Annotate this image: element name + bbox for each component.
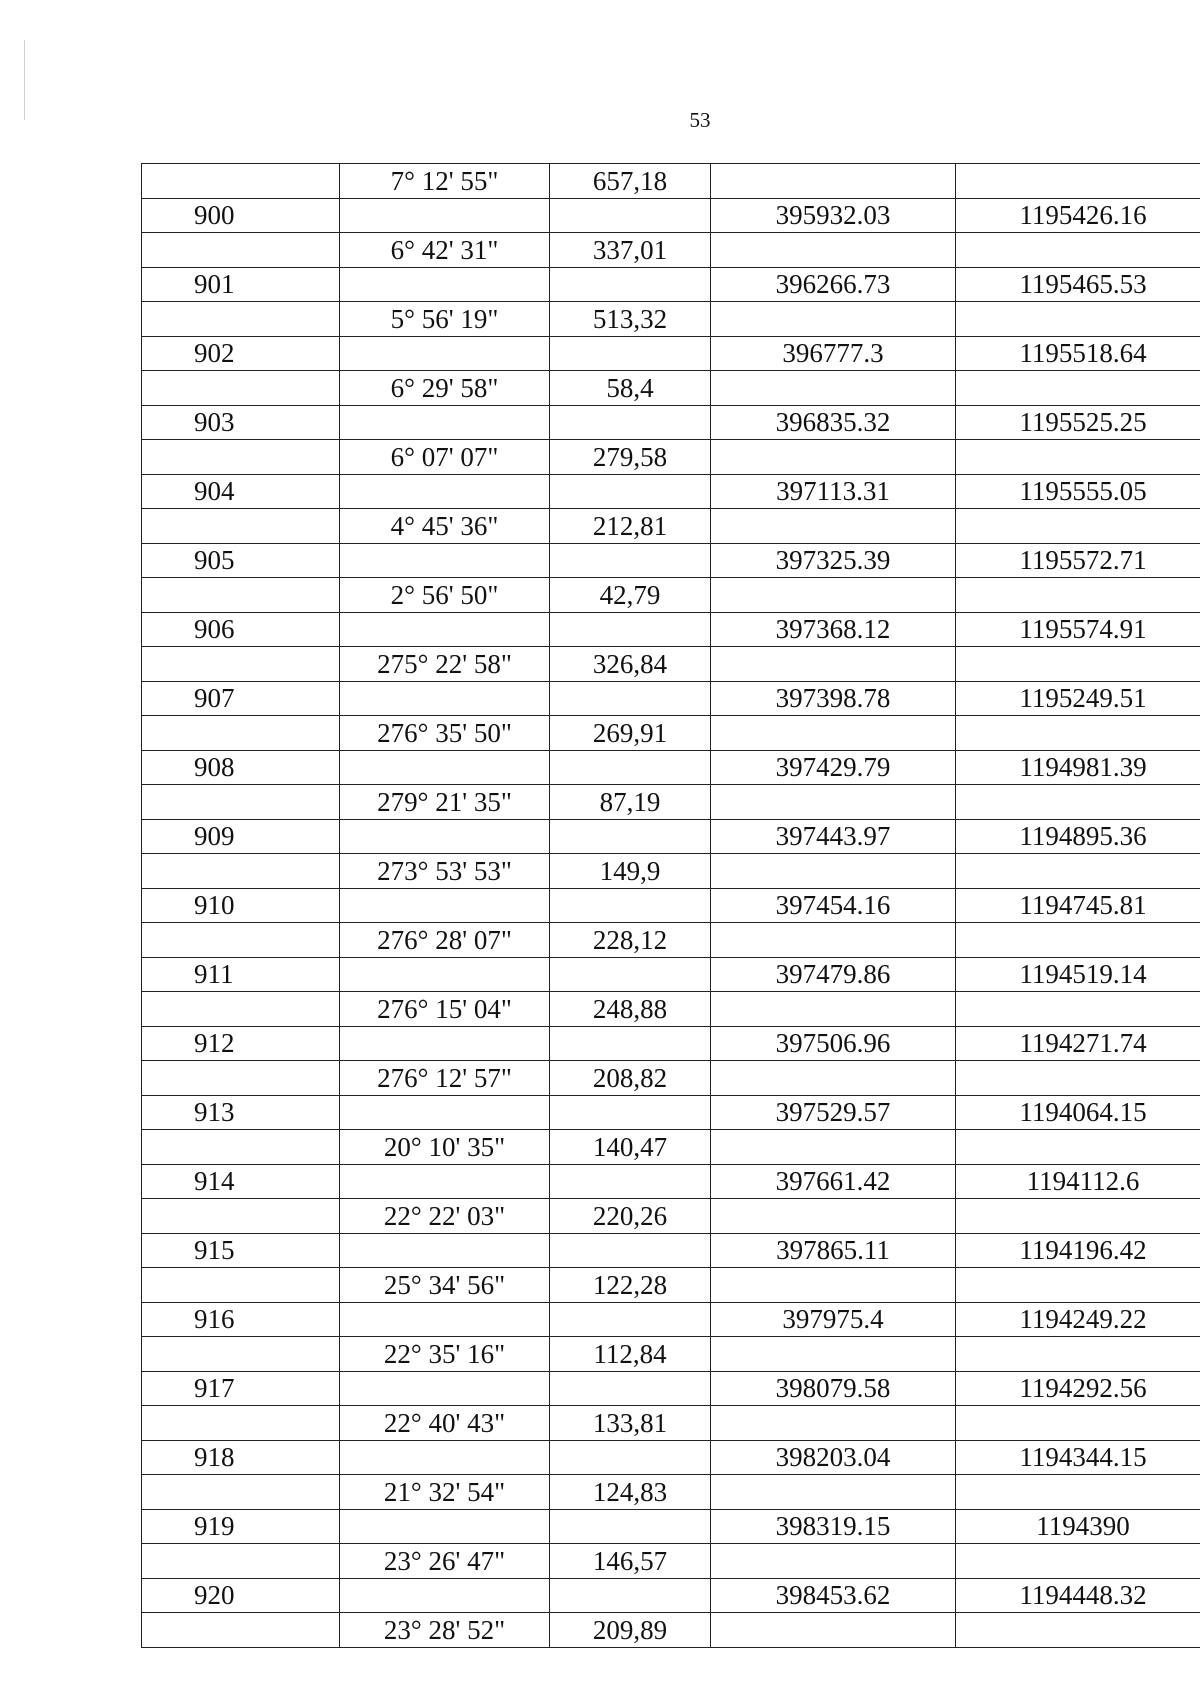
point-number-cell: 904 — [142, 475, 340, 509]
distance-cell: 220,26 — [550, 1199, 711, 1234]
direction-angle-cell: 5° 56' 19" — [340, 302, 550, 337]
direction-angle-cell — [340, 199, 550, 233]
coordinate-x-cell — [711, 440, 956, 475]
distance-cell — [550, 406, 711, 440]
coordinate-y-cell — [956, 1544, 1200, 1579]
segment-row — [142, 1406, 1200, 1441]
segment-row — [142, 785, 1200, 820]
point-number-cell: 916 — [142, 1303, 340, 1337]
coordinate-y-cell: 1195426.16 — [956, 199, 1200, 233]
coordinate-x-cell — [711, 1406, 956, 1441]
coordinate-x-cell: 397479.86 — [711, 958, 956, 992]
point-number-cell: 915 — [142, 1234, 340, 1268]
distance-cell — [550, 889, 711, 923]
coordinate-y-cell: 1194895.36 — [956, 820, 1200, 854]
point-number-cell — [142, 302, 340, 337]
coordinate-y-cell — [956, 923, 1200, 958]
coordinate-x-cell: 398079.58 — [711, 1372, 956, 1406]
point-number-cell: 903 — [142, 406, 340, 440]
point-number-cell — [142, 371, 340, 406]
segment-row — [142, 578, 1200, 613]
point-number-cell — [142, 1199, 340, 1234]
distance-cell: 657,18 — [550, 164, 711, 199]
point-number-cell: 912 — [142, 1027, 340, 1061]
direction-angle-cell: 2° 56' 50" — [340, 578, 550, 613]
distance-cell — [550, 1165, 711, 1199]
coordinate-y-cell — [956, 1061, 1200, 1096]
coordinate-y-cell: 1194745.81 — [956, 889, 1200, 923]
coordinate-y-cell: 1195574.91 — [956, 613, 1200, 647]
direction-angle-cell: 6° 42' 31" — [340, 233, 550, 268]
coordinate-y-cell: 1194196.42 — [956, 1234, 1200, 1268]
direction-angle-cell: 273° 53' 53" — [340, 854, 550, 889]
coordinate-y-cell: 1194112.6 — [956, 1165, 1200, 1199]
direction-angle-cell — [340, 958, 550, 992]
direction-angle-cell — [340, 1165, 550, 1199]
coordinate-x-cell — [711, 785, 956, 820]
direction-angle-cell: 6° 29' 58" — [340, 371, 550, 406]
coordinate-x-cell — [711, 164, 956, 199]
coordinate-x-cell: 398453.62 — [711, 1579, 956, 1613]
coordinate-y-cell — [956, 1337, 1200, 1372]
direction-angle-cell — [340, 682, 550, 716]
point-row — [142, 1303, 1200, 1337]
point-number-cell: 908 — [142, 751, 340, 785]
point-number-cell — [142, 716, 340, 751]
point-number-cell — [142, 1475, 340, 1510]
coordinate-x-cell — [711, 992, 956, 1027]
point-number-cell — [142, 1130, 340, 1165]
point-number-cell: 905 — [142, 544, 340, 578]
point-row — [142, 1510, 1200, 1544]
distance-cell: 212,81 — [550, 509, 711, 544]
coordinate-x-cell: 398319.15 — [711, 1510, 956, 1544]
distance-cell: 279,58 — [550, 440, 711, 475]
direction-angle-cell: 276° 28' 07" — [340, 923, 550, 958]
distance-cell: 326,84 — [550, 647, 711, 682]
direction-angle-cell — [340, 268, 550, 302]
point-number-cell: 906 — [142, 613, 340, 647]
point-row — [142, 337, 1200, 371]
point-number-cell — [142, 578, 340, 613]
coordinates-table-body — [142, 164, 1200, 1648]
coordinate-y-cell: 1195465.53 — [956, 268, 1200, 302]
coordinate-y-cell — [956, 164, 1200, 199]
direction-angle-cell: 275° 22' 58" — [340, 647, 550, 682]
coordinate-y-cell: 1194448.32 — [956, 1579, 1200, 1613]
point-number-cell — [142, 164, 340, 199]
coordinate-x-cell: 397113.31 — [711, 475, 956, 509]
direction-angle-cell — [340, 1303, 550, 1337]
point-row — [142, 1165, 1200, 1199]
point-number-cell — [142, 1544, 340, 1579]
segment-row — [142, 923, 1200, 958]
coordinate-y-cell — [956, 1130, 1200, 1165]
segment-row — [142, 1544, 1200, 1579]
segment-row — [142, 509, 1200, 544]
direction-angle-cell: 23° 26' 47" — [340, 1544, 550, 1579]
coordinate-y-cell — [956, 1199, 1200, 1234]
coordinate-x-cell: 397429.79 — [711, 751, 956, 785]
point-number-cell: 917 — [142, 1372, 340, 1406]
point-number-cell — [142, 509, 340, 544]
point-number-cell — [142, 854, 340, 889]
distance-cell — [550, 544, 711, 578]
point-number-cell: 901 — [142, 268, 340, 302]
coordinate-y-cell: 1194271.74 — [956, 1027, 1200, 1061]
coordinate-x-cell: 397443.97 — [711, 820, 956, 854]
direction-angle-cell — [340, 613, 550, 647]
distance-cell: 337,01 — [550, 233, 711, 268]
direction-angle-cell: 4° 45' 36" — [340, 509, 550, 544]
coordinate-y-cell: 1194519.14 — [956, 958, 1200, 992]
direction-angle-cell — [340, 544, 550, 578]
coordinate-x-cell — [711, 1130, 956, 1165]
point-row — [142, 199, 1200, 233]
coordinate-x-cell — [711, 302, 956, 337]
direction-angle-cell: 279° 21' 35" — [340, 785, 550, 820]
coordinate-x-cell: 397865.11 — [711, 1234, 956, 1268]
coordinate-x-cell — [711, 509, 956, 544]
point-number-cell — [142, 440, 340, 475]
scan-edge-line — [24, 40, 25, 120]
point-row — [142, 268, 1200, 302]
segment-row — [142, 716, 1200, 751]
distance-cell — [550, 1234, 711, 1268]
segment-row — [142, 440, 1200, 475]
distance-cell: 87,19 — [550, 785, 711, 820]
point-number-cell — [142, 992, 340, 1027]
coordinate-y-cell — [956, 1475, 1200, 1510]
segment-row — [142, 647, 1200, 682]
direction-angle-cell: 21° 32' 54" — [340, 1475, 550, 1510]
coordinate-x-cell: 396835.32 — [711, 406, 956, 440]
coordinate-y-cell: 1194981.39 — [956, 751, 1200, 785]
point-row — [142, 1441, 1200, 1475]
point-number-cell — [142, 1337, 340, 1372]
direction-angle-cell: 276° 35' 50" — [340, 716, 550, 751]
distance-cell — [550, 337, 711, 371]
coordinate-x-cell — [711, 1268, 956, 1303]
distance-cell: 209,89 — [550, 1613, 711, 1648]
distance-cell: 269,91 — [550, 716, 711, 751]
direction-angle-cell: 276° 12' 57" — [340, 1061, 550, 1096]
direction-angle-cell: 25° 34' 56" — [340, 1268, 550, 1303]
point-row — [142, 1027, 1200, 1061]
coordinate-x-cell: 396777.3 — [711, 337, 956, 371]
coordinate-x-cell — [711, 1061, 956, 1096]
coordinate-x-cell — [711, 1544, 956, 1579]
point-number-cell: 910 — [142, 889, 340, 923]
segment-row — [142, 1475, 1200, 1510]
point-row — [142, 544, 1200, 578]
segment-row — [142, 1130, 1200, 1165]
direction-angle-cell: 22° 40' 43" — [340, 1406, 550, 1441]
segment-row — [142, 233, 1200, 268]
point-number-cell: 914 — [142, 1165, 340, 1199]
segment-row — [142, 854, 1200, 889]
direction-angle-cell — [340, 889, 550, 923]
distance-cell: 122,28 — [550, 1268, 711, 1303]
coordinate-x-cell: 397529.57 — [711, 1096, 956, 1130]
point-row — [142, 475, 1200, 509]
distance-cell — [550, 475, 711, 509]
coordinate-y-cell — [956, 1613, 1200, 1648]
coordinate-y-cell — [956, 854, 1200, 889]
point-number-cell: 907 — [142, 682, 340, 716]
point-row — [142, 1234, 1200, 1268]
coordinate-x-cell — [711, 1475, 956, 1510]
direction-angle-cell — [340, 1441, 550, 1475]
distance-cell — [550, 1579, 711, 1613]
distance-cell: 228,12 — [550, 923, 711, 958]
coordinate-x-cell — [711, 1199, 956, 1234]
point-row — [142, 958, 1200, 992]
distance-cell — [550, 1510, 711, 1544]
segment-row — [142, 164, 1200, 199]
point-row — [142, 613, 1200, 647]
coordinate-y-cell — [956, 509, 1200, 544]
point-number-cell — [142, 923, 340, 958]
direction-angle-cell: 22° 35' 16" — [340, 1337, 550, 1372]
coordinate-x-cell: 398203.04 — [711, 1441, 956, 1475]
point-row — [142, 1096, 1200, 1130]
distance-cell: 112,84 — [550, 1337, 711, 1372]
point-row — [142, 406, 1200, 440]
point-number-cell — [142, 1268, 340, 1303]
direction-angle-cell — [340, 337, 550, 371]
coordinate-y-cell — [956, 233, 1200, 268]
point-number-cell: 913 — [142, 1096, 340, 1130]
coordinate-y-cell — [956, 578, 1200, 613]
coordinate-y-cell: 1195572.71 — [956, 544, 1200, 578]
direction-angle-cell: 20° 10' 35" — [340, 1130, 550, 1165]
page-number: 53 — [689, 108, 711, 132]
direction-angle-cell — [340, 475, 550, 509]
coordinate-x-cell: 397506.96 — [711, 1027, 956, 1061]
coordinate-x-cell: 396266.73 — [711, 268, 956, 302]
direction-angle-cell — [340, 751, 550, 785]
coordinate-x-cell — [711, 854, 956, 889]
point-row — [142, 751, 1200, 785]
distance-cell — [550, 613, 711, 647]
point-number-cell: 919 — [142, 1510, 340, 1544]
point-number-cell — [142, 233, 340, 268]
coordinate-y-cell: 1195525.25 — [956, 406, 1200, 440]
distance-cell: 133,81 — [550, 1406, 711, 1441]
coordinate-y-cell: 1195249.51 — [956, 682, 1200, 716]
coordinate-y-cell — [956, 440, 1200, 475]
point-number-cell — [142, 647, 340, 682]
point-number-cell: 911 — [142, 958, 340, 992]
point-row — [142, 1372, 1200, 1406]
direction-angle-cell — [340, 1027, 550, 1061]
coordinate-x-cell: 397975.4 — [711, 1303, 956, 1337]
coordinate-y-cell: 1194390 — [956, 1510, 1200, 1544]
coordinate-y-cell — [956, 992, 1200, 1027]
point-number-cell: 902 — [142, 337, 340, 371]
coordinate-y-cell: 1195518.64 — [956, 337, 1200, 371]
distance-cell: 513,32 — [550, 302, 711, 337]
coordinate-x-cell — [711, 647, 956, 682]
coordinates-table — [141, 163, 1200, 1648]
direction-angle-cell: 22° 22' 03" — [340, 1199, 550, 1234]
coordinate-y-cell — [956, 647, 1200, 682]
coordinate-y-cell: 1194292.56 — [956, 1372, 1200, 1406]
direction-angle-cell: 7° 12' 55" — [340, 164, 550, 199]
point-number-cell: 900 — [142, 199, 340, 233]
distance-cell: 208,82 — [550, 1061, 711, 1096]
distance-cell — [550, 268, 711, 302]
segment-row — [142, 1061, 1200, 1096]
coordinate-x-cell — [711, 578, 956, 613]
coordinate-y-cell: 1195555.05 — [956, 475, 1200, 509]
coordinate-y-cell — [956, 302, 1200, 337]
point-number-cell — [142, 785, 340, 820]
coordinate-x-cell — [711, 1337, 956, 1372]
distance-cell — [550, 1027, 711, 1061]
point-number-cell: 920 — [142, 1579, 340, 1613]
direction-angle-cell — [340, 406, 550, 440]
distance-cell: 124,83 — [550, 1475, 711, 1510]
coordinate-x-cell: 395932.03 — [711, 199, 956, 233]
direction-angle-cell: 6° 07' 07" — [340, 440, 550, 475]
direction-angle-cell — [340, 1579, 550, 1613]
point-number-cell — [142, 1061, 340, 1096]
segment-row — [142, 302, 1200, 337]
segment-row — [142, 1337, 1200, 1372]
distance-cell: 140,47 — [550, 1130, 711, 1165]
coordinate-x-cell: 397325.39 — [711, 544, 956, 578]
coordinate-y-cell: 1194064.15 — [956, 1096, 1200, 1130]
distance-cell — [550, 682, 711, 716]
segment-row — [142, 992, 1200, 1027]
direction-angle-cell — [340, 820, 550, 854]
direction-angle-cell — [340, 1510, 550, 1544]
distance-cell: 248,88 — [550, 992, 711, 1027]
distance-cell — [550, 1372, 711, 1406]
coordinate-x-cell — [711, 716, 956, 751]
direction-angle-cell: 276° 15' 04" — [340, 992, 550, 1027]
point-number-cell — [142, 1613, 340, 1648]
coordinate-y-cell — [956, 716, 1200, 751]
coordinate-y-cell: 1194249.22 — [956, 1303, 1200, 1337]
segment-row — [142, 1199, 1200, 1234]
point-number-cell: 909 — [142, 820, 340, 854]
distance-cell — [550, 1303, 711, 1337]
distance-cell — [550, 1441, 711, 1475]
distance-cell: 42,79 — [550, 578, 711, 613]
point-row — [142, 682, 1200, 716]
coordinate-y-cell — [956, 1406, 1200, 1441]
distance-cell: 146,57 — [550, 1544, 711, 1579]
segment-row — [142, 371, 1200, 406]
segment-row — [142, 1613, 1200, 1648]
coordinate-y-cell: 1194344.15 — [956, 1441, 1200, 1475]
point-row — [142, 1579, 1200, 1613]
coordinate-y-cell — [956, 785, 1200, 820]
distance-cell — [550, 751, 711, 785]
direction-angle-cell — [340, 1234, 550, 1268]
coordinate-x-cell: 397368.12 — [711, 613, 956, 647]
direction-angle-cell: 23° 28' 52" — [340, 1613, 550, 1648]
distance-cell — [550, 958, 711, 992]
distance-cell: 149,9 — [550, 854, 711, 889]
direction-angle-cell — [340, 1372, 550, 1406]
distance-cell — [550, 820, 711, 854]
segment-row — [142, 1268, 1200, 1303]
coordinate-x-cell — [711, 371, 956, 406]
coordinate-y-cell — [956, 371, 1200, 406]
coordinate-x-cell — [711, 233, 956, 268]
coordinate-x-cell — [711, 923, 956, 958]
coordinate-x-cell: 397398.78 — [711, 682, 956, 716]
coordinate-x-cell: 397454.16 — [711, 889, 956, 923]
distance-cell — [550, 1096, 711, 1130]
point-number-cell — [142, 1406, 340, 1441]
point-number-cell: 918 — [142, 1441, 340, 1475]
direction-angle-cell — [340, 1096, 550, 1130]
coordinate-x-cell — [711, 1613, 956, 1648]
coordinate-x-cell: 397661.42 — [711, 1165, 956, 1199]
point-row — [142, 820, 1200, 854]
distance-cell: 58,4 — [550, 371, 711, 406]
point-row — [142, 889, 1200, 923]
distance-cell — [550, 199, 711, 233]
coordinate-y-cell — [956, 1268, 1200, 1303]
